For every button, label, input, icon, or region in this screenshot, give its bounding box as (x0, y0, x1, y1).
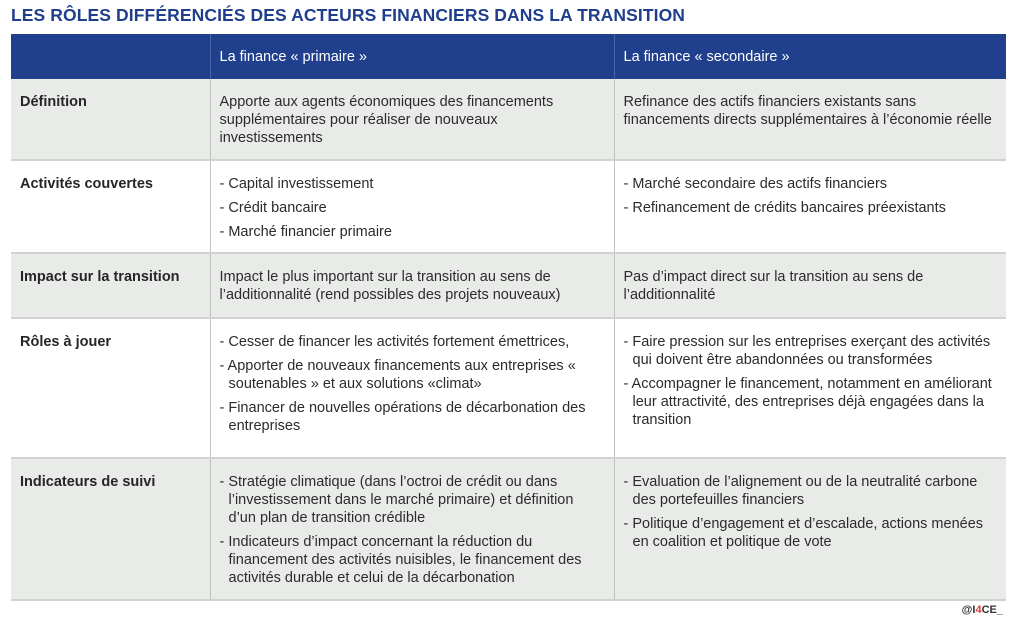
row-label: Indicateurs de suivi (11, 458, 210, 600)
cell-text: Impact le plus important sur la transition au sens de l’additionnalité (rend possibles des projets nouveaux) (219, 269, 561, 303)
table-row-roles (11, 318, 1006, 458)
primary-cell (210, 253, 614, 318)
table-row-impact (11, 253, 1006, 318)
source-credit (962, 604, 1003, 616)
primary-cell (210, 160, 614, 253)
list-item: - Cesser de financer les activités fortement émettrices, (219, 334, 570, 350)
credit-accent: 4 (975, 604, 982, 616)
primary-cell (210, 318, 614, 458)
list-item: - Capital investissement (219, 176, 374, 192)
secondary-cell (614, 160, 1006, 253)
primary-cell (210, 79, 614, 160)
list-item: - Marché financier primaire (219, 224, 392, 240)
list-item: - Politique d’engagement et d’escalade, actions menées en coalition et politique de vote (623, 516, 984, 550)
list-item: - Stratégie climatique (dans l’octroi de crédit ou dans l’investissement dans le marché primaire) et définition d’un plan de transition crédible (219, 474, 574, 526)
header-secondary-finance: La finance « secondaire » (614, 34, 1006, 79)
page-title: LES RÔLES DIFFÉRENCIÉS DES ACTEURS FINANCIERS DANS LA TRANSITION (11, 5, 686, 25)
list-item: - Marché secondaire des actifs financiers (623, 176, 888, 192)
row-label: Rôles à jouer (11, 318, 210, 458)
list-item: - Crédit bancaire (219, 200, 327, 216)
table-row-activities (11, 160, 1006, 253)
credit-suffix: CE_ (981, 604, 1003, 616)
roles-table (11, 34, 1006, 601)
list-item: - Indicateurs d’impact concernant la réduction du financement des activités nuisibles, le financement des activités durable et celui de la décarbonation (219, 534, 582, 586)
table-row-indicators (11, 458, 1006, 600)
secondary-cell (614, 79, 1006, 160)
list-item: - Refinancement de crédits bancaires préexistants (623, 200, 946, 216)
table-header-row (11, 34, 1006, 79)
credit-prefix: @I (961, 604, 976, 616)
list-item: - Financer de nouvelles opérations de décarbonation des entreprises (219, 400, 586, 434)
primary-cell (210, 458, 614, 600)
secondary-cell (614, 253, 1006, 318)
row-label: Activités couvertes (11, 160, 210, 253)
secondary-cell (614, 458, 1006, 600)
list-item: - Accompagner le financement, notamment en améliorant leur attractivité, des entreprises déjà engagées dans la transition (623, 376, 992, 428)
list-item: - Faire pression sur les entreprises exerçant des activités qui doivent être abandonnées ou transformées (623, 334, 991, 368)
list-item: - Evaluation de l’alignement ou de la neutralité carbone des portefeuilles financiers (623, 474, 978, 508)
cell-text: Refinance des actifs financiers existants sans financements directs supplémentaires à l’économie réelle (623, 94, 992, 128)
header-empty-cell (11, 34, 210, 79)
table-row-definition (11, 79, 1006, 160)
cell-text: Pas d’impact direct sur la transition au sens de l’additionnalité (623, 269, 924, 303)
secondary-cell (614, 318, 1006, 458)
list-item: - Apporter de nouveaux financements aux entreprises « soutenables » et aux solutions «climat» (219, 358, 576, 392)
header-primary-finance: La finance « primaire » (210, 34, 614, 79)
row-label: Définition (11, 79, 210, 160)
cell-text: Apporte aux agents économiques des financements supplémentaires pour réaliser de nouveaux investissements (219, 94, 554, 146)
row-label: Impact sur la transition (11, 253, 210, 318)
